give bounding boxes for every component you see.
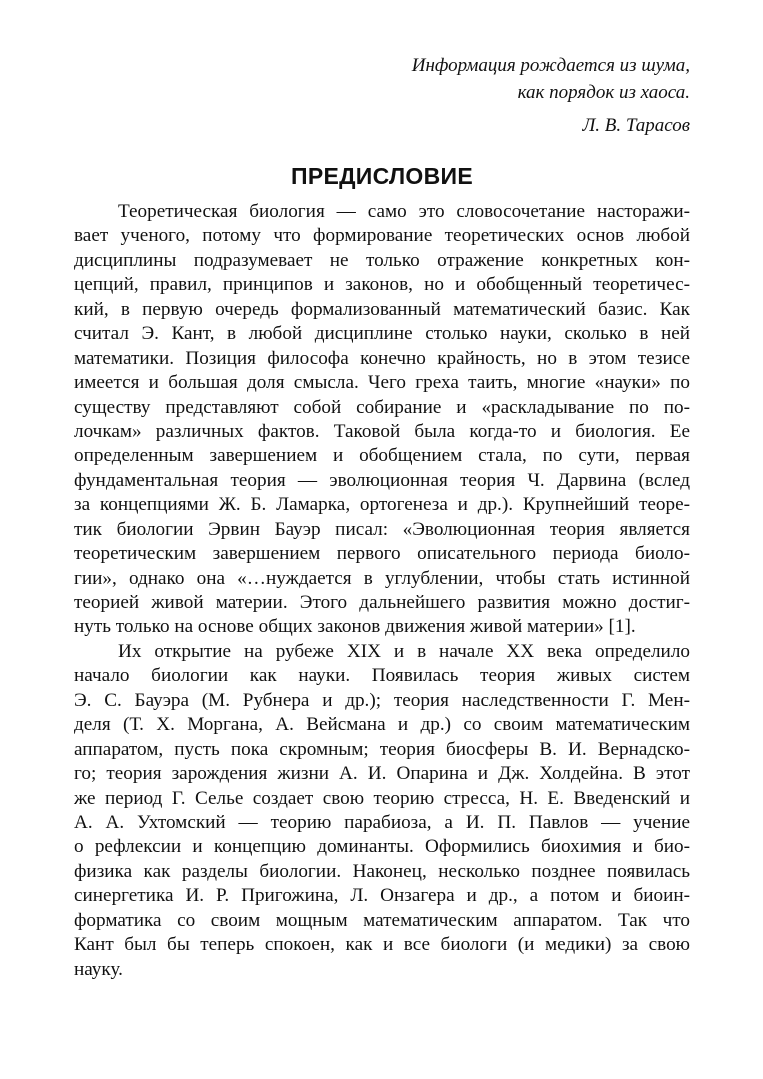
text-line: гии», однако она «…нуждается в углублении, чтобы стать истинной (74, 567, 690, 589)
text-line: физика как разделы биологии. Наконец, несколько позднее появилась (74, 860, 690, 882)
text-line: деля (Т. Х. Моргана, А. Вейсмана и др.) со своим математическим (74, 714, 690, 736)
text-line: о рефлексии и концепцию доминанты. Оформились биохимия и био- (74, 836, 690, 858)
text-line: вает ученого, потому что формирование теоретических основ любой (74, 225, 690, 247)
text-line: фундаментальная теория — эволюционная теория Ч. Дарвина (вслед (74, 469, 690, 491)
text-line: го; теория зарождения жизни А. И. Опарина и Дж. Холдейна. В этот (74, 763, 690, 785)
text-line: дисциплины подразумевает не только отражение конкретных кон- (74, 249, 690, 271)
text-line: кий, в первую очередь формализованный математический базис. Как (74, 298, 690, 320)
page-title: ПРЕДИСЛОВИЕ (291, 163, 473, 189)
text-line: науку. (74, 958, 123, 980)
epigraph-line: Информация рождается из шума, (411, 55, 690, 76)
text-line: аппаратом, пусть пока скромным; теория биосферы В. И. Вернадско- (74, 738, 690, 760)
text-line: Кант был бы теперь спокоен, как и все биологи (и медики) за свою (74, 934, 690, 956)
text-line: математики. Позиция философа конечно крайность, но в этом тезисе (74, 347, 690, 369)
epigraph-author: Л. В. Тарасов (582, 115, 690, 136)
text-line: существу представляют собой собирание и «раскладывание по по- (74, 396, 690, 418)
paragraph (74, 200, 690, 640)
text-line: за концепциями Ж. Б. Ламарка, ортогенеза и др.). Крупнейший теоре- (74, 494, 690, 516)
text-line: лочкам» различных фактов. Таковой была когда-то и биология. Ее (74, 420, 690, 442)
epigraph (74, 52, 690, 106)
text-line: синергетика И. Р. Пригожина, Л. Онзагера и др., а потом и биоин- (74, 885, 690, 907)
text-line: А. А. Ухтомский — теорию парабиоза, а И. П. Павлов — учение (74, 811, 690, 833)
text-line: имеется и большая доля смысла. Чего греха таить, многие «науки» по (74, 372, 690, 394)
text-line: теорией живой материи. Этого дальнейшего развития можно достиг- (74, 592, 690, 613)
text-line: же период Г. Селье создает свою теорию стресса, Н. Е. Введенский и (74, 787, 690, 809)
text-line: форматика со своим мощным математическим аппаратом. Так что (74, 909, 690, 931)
text-line: Теоретическая биология — само это словосочетание насторажи- (118, 201, 690, 222)
text-line: Э. С. Бауэра (М. Рубнера и др.); теория наследственности Г. Мен- (74, 689, 690, 711)
paragraph (74, 640, 690, 982)
body-text (74, 200, 690, 982)
text-line: теоретическим завершением первого описательного периода биоло- (74, 543, 690, 565)
page-content (74, 52, 690, 982)
text-line: цепций, правил, принципов и законов, но и обобщенный теоретичес- (74, 274, 690, 296)
text-line: начало биологии как науки. Появилась теория живых систем (74, 665, 690, 687)
text-line: Их открытие на рубеже XIX и в начале XX века определило (118, 640, 690, 662)
text-line: тик биологии Эрвин Бауэр писал: «Эволюционная теория является (74, 518, 690, 540)
text-line: нуть только на основе общих законов движения живой материи» [1]. (74, 616, 636, 638)
text-line: определенным завершением и обобщением стала, по сути, первая (74, 445, 690, 467)
epigraph-line: как порядок из хаоса. (517, 82, 690, 103)
text-line: считал Э. Кант, в любой дисциплине столько науки, сколько в ней (74, 323, 690, 345)
